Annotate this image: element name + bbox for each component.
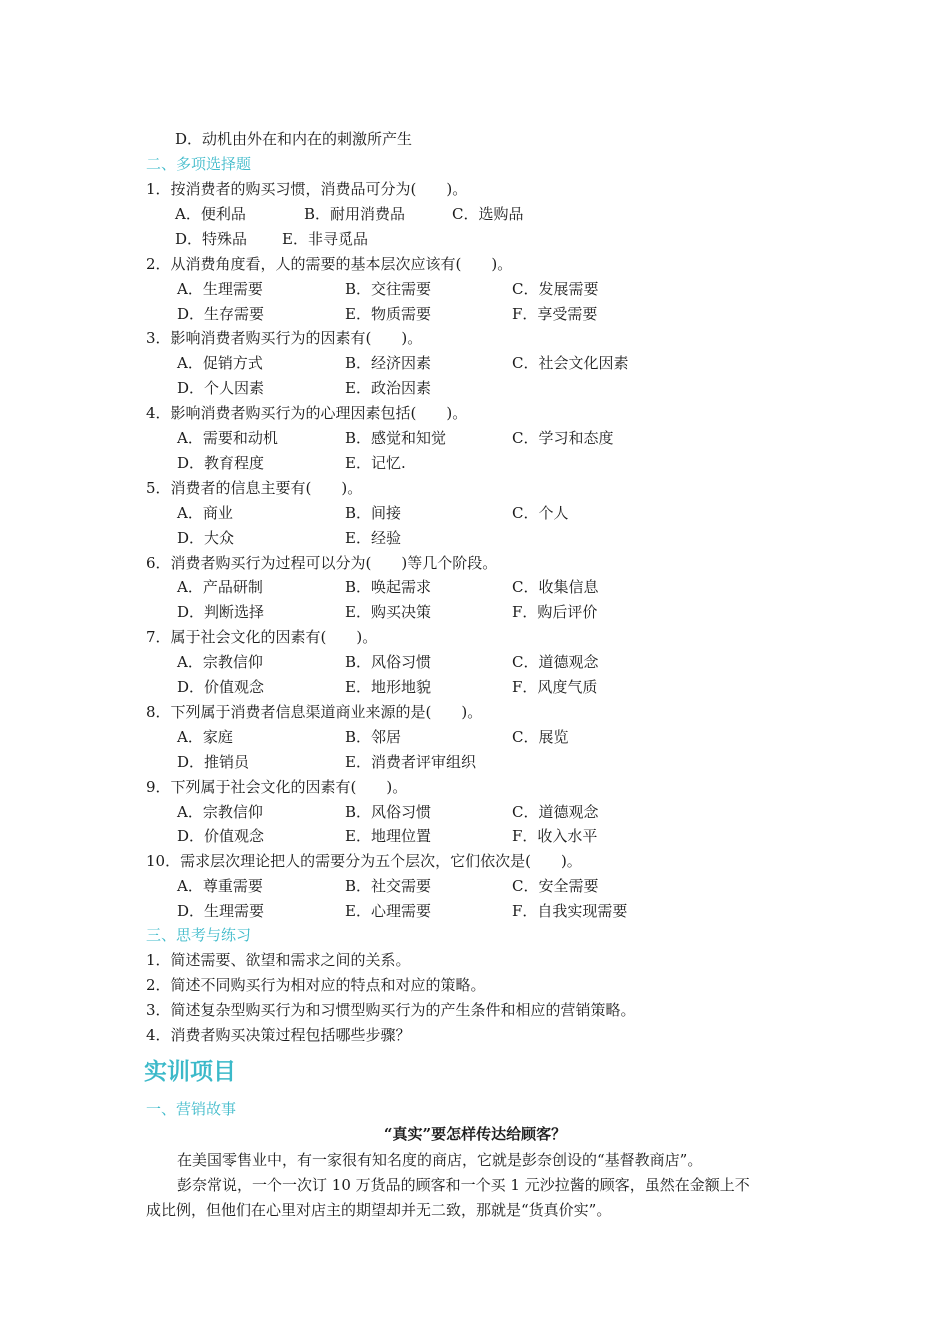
question-stem: 3．影响消费者购买行为的因素有( )。 — [146, 329, 423, 348]
answer-option: C．社会文化因素 — [512, 354, 629, 373]
answer-option: E．记忆. — [345, 453, 406, 472]
answer-option: B．感觉和知觉 — [345, 429, 447, 447]
answer-option: D．教育程度 — [177, 453, 265, 472]
answer-option: E．非寻觅品 — [282, 229, 368, 248]
answer-option: A．产品研制 — [177, 578, 263, 597]
answer-option: A．尊重需要 — [177, 877, 263, 896]
answer-option: B．交往需要 — [345, 279, 432, 298]
answer-option: C．选购品 — [452, 204, 524, 223]
answer-option: B．风俗习惯 — [345, 802, 432, 821]
question-stem: 1．按消费者的购买习惯，消费品可分为( )。 — [146, 180, 468, 198]
marketing-story-heading: 一、营销故事 — [146, 1100, 237, 1118]
question-stem: 9．下列属于社会文化的因素有( )。 — [146, 777, 408, 796]
answer-option: C．道德观念 — [512, 653, 599, 672]
section-heading-exercises: 三、思考与练习 — [146, 926, 252, 944]
story-paragraph-2-line-1: 彭奈常说，一个一次订 10 万货品的顾客和一个买 1 元沙拉酱的顾客，虽然在金额上不 — [177, 1176, 750, 1194]
answer-option: F．享受需要 — [512, 304, 598, 323]
answer-option: E．物质需要 — [345, 304, 431, 323]
story-title: “真实”要怎样传达给顾客？ — [383, 1125, 567, 1143]
answer-option: D．特殊品 — [175, 229, 248, 248]
section-heading-multiple-choice: 二、多项选择题 — [146, 155, 252, 173]
answer-option: D．推销员 — [177, 752, 250, 771]
answer-option: F．自我实现需要 — [512, 902, 628, 921]
answer-option: D．生存需要 — [177, 304, 265, 323]
answer-option: D．判断选择 — [177, 603, 265, 622]
answer-option: F．收入水平 — [512, 827, 598, 846]
answer-option: E．心理需要 — [345, 902, 431, 921]
answer-option: D．价值观念 — [177, 678, 265, 696]
answer-option: B．耐用消费品 — [304, 204, 406, 223]
answer-option: B．经济因素 — [345, 354, 432, 373]
answer-option: D．生理需要 — [177, 902, 265, 921]
answer-option: B．社交需要 — [345, 877, 432, 896]
answer-option: D．大众 — [177, 528, 235, 547]
answer-option: E．政治因素 — [345, 379, 431, 398]
answer-option: A．生理需要 — [177, 279, 263, 298]
answer-option: A．促销方式 — [177, 354, 263, 373]
exercise-item: 4．消费者购买决策过程包括哪些步骤？ — [146, 1026, 411, 1044]
story-paragraph-2-line-2: 成比例，但他们在心里对店主的期望却并无二致，那就是“货真价实”。 — [146, 1201, 612, 1219]
answer-option: E．购买决策 — [345, 603, 431, 622]
answer-option: C．个人 — [512, 503, 569, 522]
answer-option: F．风度气质 — [512, 678, 598, 696]
exercise-item: 2．简述不同购买行为相对应的特点和对应的策略。 — [146, 976, 486, 994]
question-stem: 10．需求层次理论把人的需要分为五个层次，它们依次是( )。 — [146, 852, 582, 871]
answer-option: C．学习和态度 — [512, 429, 614, 447]
answer-option: C．道德观念 — [512, 802, 599, 821]
answer-option: A．便利品 — [175, 204, 246, 223]
answer-option: A．宗教信仰 — [177, 653, 263, 672]
answer-option: D．价值观念 — [177, 827, 265, 846]
answer-option: C．收集信息 — [512, 578, 599, 597]
training-project-title: 实训项目 — [144, 1058, 236, 1085]
previous-option-d: D．动机由外在和内在的刺激所产生 — [175, 130, 413, 148]
question-stem: 8．下列属于消费者信息渠道商业来源的是( )。 — [146, 702, 483, 721]
exercise-item: 3．简述复杂型购买行为和习惯型购买行为的产生条件和相应的营销策略。 — [146, 1001, 636, 1019]
answer-option: C．发展需要 — [512, 279, 599, 298]
answer-option: A．宗教信仰 — [177, 802, 263, 821]
question-stem: 2．从消费角度看，人的需要的基本层次应该有( )。 — [146, 254, 513, 273]
answer-option: E．经验 — [345, 528, 401, 547]
exercise-item: 1．简述需要、欲望和需求之间的关系。 — [146, 951, 411, 969]
question-stem: 7．属于社会文化的因素有( )。 — [146, 628, 378, 647]
answer-option: B．唤起需求 — [345, 578, 432, 597]
answer-option: B．邻居 — [345, 727, 402, 746]
answer-option: C．展览 — [512, 727, 569, 746]
answer-option: E．地理位置 — [345, 827, 431, 846]
question-stem: 6．消费者购买行为过程可以分为( )等几个阶段。 — [146, 553, 498, 572]
question-stem: 4．影响消费者购买行为的心理因素包括( )。 — [146, 404, 468, 423]
question-stem: 5．消费者的信息主要有( )。 — [146, 478, 363, 497]
answer-option: E．消费者评审组织 — [345, 752, 476, 771]
answer-option: A．商业 — [177, 503, 233, 522]
story-paragraph-1: 在美国零售业中，有一家很有知名度的商店，它就是彭奈创设的“基督教商店”。 — [177, 1151, 703, 1169]
answer-option: B．间接 — [345, 503, 402, 522]
answer-option: D．个人因素 — [177, 379, 265, 398]
answer-option: C．安全需要 — [512, 877, 599, 896]
answer-option: E．地形地貌 — [345, 678, 431, 696]
answer-option: B．风俗习惯 — [345, 653, 432, 672]
answer-option: A．家庭 — [177, 727, 233, 746]
answer-option: F．购后评价 — [512, 603, 598, 622]
answer-option: A．需要和动机 — [177, 429, 278, 447]
